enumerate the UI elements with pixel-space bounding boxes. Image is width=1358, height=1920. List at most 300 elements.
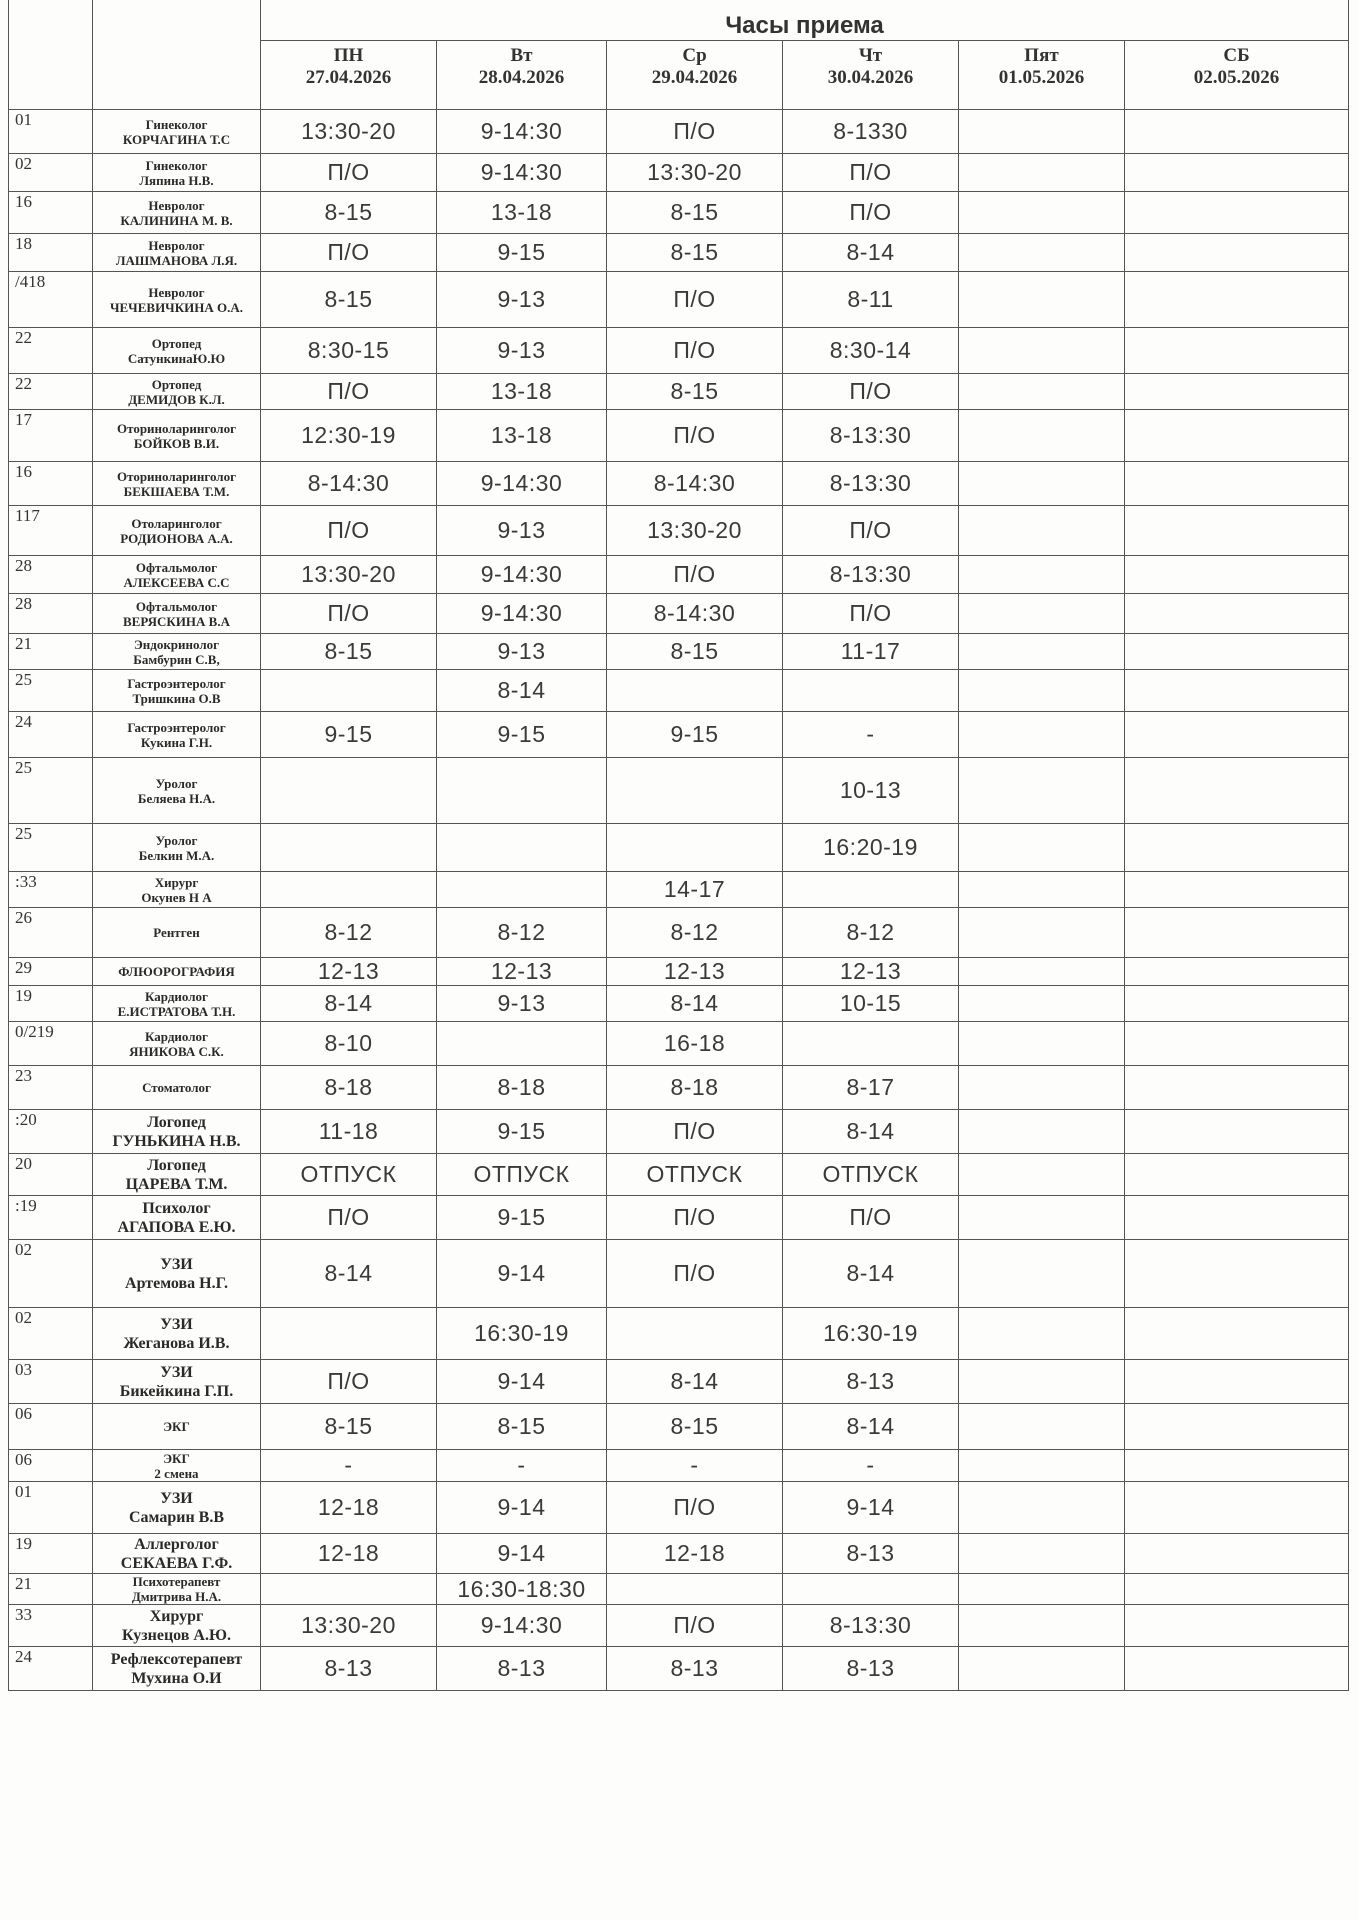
table-row [9, 670, 1349, 712]
hours-tue: 9-14:30 [437, 1605, 607, 1647]
hours-fri [959, 1404, 1125, 1450]
doctor-cell [93, 1360, 261, 1404]
room-number: 25 [9, 824, 93, 872]
hours-thu: - [783, 712, 959, 758]
doctor-name: Жеганова И.В. [123, 1334, 230, 1352]
room-number: 25 [9, 758, 93, 824]
hours-thu: 10-13 [783, 758, 959, 824]
doctor-cell [93, 1450, 261, 1482]
doctor-name: АЛЕКСЕЕВА С.С [123, 574, 230, 590]
table-row [9, 594, 1349, 634]
hours-tue: 9-13 [437, 272, 607, 328]
hours-fri [959, 556, 1125, 594]
hours-fri [959, 824, 1125, 872]
hours-thu [783, 1574, 959, 1605]
day-header [783, 41, 959, 110]
room-number: 24 [9, 1647, 93, 1691]
doctor-cell [93, 1196, 261, 1240]
room-number: :33 [9, 872, 93, 908]
doctor-name: Кукина Г.Н. [140, 734, 213, 750]
hours-wed: - [607, 1450, 783, 1482]
table-row [9, 1482, 1349, 1534]
hours-mon: 8-14:30 [261, 462, 437, 506]
day-date: 27.04.2026 [305, 67, 392, 88]
hours-tue: 8-15 [437, 1404, 607, 1450]
table-row [9, 1022, 1349, 1066]
hours-mon [261, 824, 437, 872]
hours-tue: 9-15 [437, 1196, 607, 1240]
hours-fri [959, 1022, 1125, 1066]
hours-thu: 8-11 [783, 272, 959, 328]
hours-mon: 12-18 [261, 1534, 437, 1574]
room-number: 26 [9, 908, 93, 958]
hours-tue: 12-13 [437, 958, 607, 986]
hours-mon: 8-15 [261, 272, 437, 328]
hours-mon: - [261, 1450, 437, 1482]
day-date: 01.05.2026 [998, 67, 1085, 88]
hours-tue: 9-14:30 [437, 110, 607, 154]
doctor-name: КОРЧАГИНА Т.С [122, 131, 231, 147]
hours-tue: 9-14:30 [437, 154, 607, 192]
doctor-cell [93, 986, 261, 1022]
doctor-cell [93, 1154, 261, 1196]
reception-hours-title: Часы приема [261, 0, 1349, 41]
hours-mon: 13:30-20 [261, 556, 437, 594]
room-number: 16 [9, 192, 93, 234]
hours-sat [1125, 234, 1349, 272]
specialty-label: Оториноларинголог [117, 420, 236, 436]
hours-fri [959, 670, 1125, 712]
doctor-name: ЧЕЧЕВИЧКИНА О.А. [109, 299, 244, 315]
room-number: :20 [9, 1110, 93, 1154]
doctor-name: ЛАШМАНОВА Л.Я. [115, 252, 238, 268]
specialty-label: Уролог [155, 775, 198, 791]
hours-tue: 8-18 [437, 1066, 607, 1110]
hours-thu [783, 670, 959, 712]
room-number: 22 [9, 374, 93, 410]
hours-wed [607, 670, 783, 712]
table-row [9, 1360, 1349, 1404]
hours-mon [261, 670, 437, 712]
hours-mon: 8-13 [261, 1647, 437, 1691]
specialty-label: Аллерголог [134, 1535, 219, 1553]
specialty-label: Ортопед [151, 376, 202, 392]
hours-mon: П/О [261, 1196, 437, 1240]
hours-mon: 13:30-20 [261, 110, 437, 154]
doctor-name: 2 смена [154, 1465, 199, 1481]
doctor-cell [93, 958, 261, 986]
hours-fri [959, 1196, 1125, 1240]
room-number: 29 [9, 958, 93, 986]
day-name: Ср [682, 45, 707, 66]
table-row [9, 374, 1349, 410]
room-number: 28 [9, 556, 93, 594]
doctor-name: БОЙКОВ В.И. [133, 435, 220, 451]
hours-sat [1125, 1534, 1349, 1574]
hours-sat [1125, 872, 1349, 908]
hours-tue: 13-18 [437, 374, 607, 410]
day-name: ПН [333, 45, 364, 66]
table-row [9, 712, 1349, 758]
hours-mon: П/О [261, 594, 437, 634]
hours-thu: - [783, 1450, 959, 1482]
doctor-name: Беляева Н.А. [137, 790, 216, 806]
doctor-cell [93, 1022, 261, 1066]
doctor-name: Мухина О.И [131, 1669, 222, 1687]
hours-thu: 8-13 [783, 1647, 959, 1691]
room-number: 21 [9, 634, 93, 670]
hours-thu: 8-13:30 [783, 410, 959, 462]
specialty-label: Оториноларинголог [117, 468, 236, 484]
specialty-label: Офтальмолог [135, 559, 218, 575]
specialty-label: Кардиолог [145, 1028, 208, 1044]
hours-fri [959, 758, 1125, 824]
hours-tue: 13-18 [437, 410, 607, 462]
hours-thu: 11-17 [783, 634, 959, 670]
day-name: Чт [858, 45, 883, 66]
hours-mon: 12:30-19 [261, 410, 437, 462]
table-row [9, 192, 1349, 234]
hours-tue [437, 824, 607, 872]
hours-thu: 8:30-14 [783, 328, 959, 374]
hours-thu: 8-14 [783, 1110, 959, 1154]
hours-sat [1125, 670, 1349, 712]
hours-fri [959, 1154, 1125, 1196]
table-row [9, 234, 1349, 272]
specialty-label: Гастроэнтеролог [127, 675, 226, 691]
hours-mon: 11-18 [261, 1110, 437, 1154]
hours-mon: 8-14 [261, 1240, 437, 1308]
hours-tue: 16:30-19 [437, 1308, 607, 1360]
hours-thu: 8-13:30 [783, 1605, 959, 1647]
doctor-cell [93, 234, 261, 272]
hours-wed: 16-18 [607, 1022, 783, 1066]
hours-fri [959, 192, 1125, 234]
specialty-label: Кардиолог [145, 988, 208, 1004]
hours-tue: 9-15 [437, 712, 607, 758]
hours-thu: 12-13 [783, 958, 959, 986]
hours-sat [1125, 594, 1349, 634]
doctor-cell [93, 272, 261, 328]
doctor-cell [93, 872, 261, 908]
specialty-label: Гинеколог [145, 157, 208, 173]
hours-mon: 8-14 [261, 986, 437, 1022]
doctor-name: Белкин М.А. [138, 847, 215, 863]
doctor-cell [93, 154, 261, 192]
table-row [9, 328, 1349, 374]
doctor-cell [93, 1240, 261, 1308]
day-name: Пят [1024, 45, 1059, 66]
table-row [9, 1154, 1349, 1196]
hours-fri [959, 1574, 1125, 1605]
doctor-name: ДЕМИДОВ К.Л. [128, 391, 225, 407]
hours-tue [437, 1022, 607, 1066]
hours-fri [959, 374, 1125, 410]
specialty-label: ФЛЮОРОГРАФИЯ [118, 964, 235, 979]
hours-wed: П/О [607, 1240, 783, 1308]
table-row [9, 986, 1349, 1022]
hours-sat [1125, 1605, 1349, 1647]
table-row [9, 958, 1349, 986]
hours-wed: П/О [607, 272, 783, 328]
specialty-label: Рефлексотерапевт [110, 1650, 243, 1668]
specialty-label: УЗИ [160, 1489, 193, 1507]
day-date: 28.04.2026 [478, 67, 565, 88]
table-row [9, 272, 1349, 328]
room-number: 01 [9, 110, 93, 154]
doctor-name: Самарин В.В [128, 1508, 225, 1526]
specialty-label: Психолог [142, 1199, 211, 1217]
table-row [9, 154, 1349, 192]
hours-fri [959, 958, 1125, 986]
hours-sat [1125, 110, 1349, 154]
hours-fri [959, 110, 1125, 154]
specialty-label: Хирург [154, 874, 199, 890]
hours-thu: 10-15 [783, 986, 959, 1022]
specialty-label: Психотерапевт [132, 1574, 221, 1589]
specialty-label: Отоларинголог [131, 515, 222, 531]
doctor-cell [93, 824, 261, 872]
specialty-label: Невролог [148, 197, 205, 213]
specialty-label: Офтальмолог [135, 598, 218, 614]
hours-sat [1125, 634, 1349, 670]
hours-sat [1125, 1482, 1349, 1534]
hours-sat [1125, 908, 1349, 958]
hours-wed: 8-12 [607, 908, 783, 958]
room-number: 22 [9, 328, 93, 374]
room-number: 24 [9, 712, 93, 758]
doctor-name: БЕКШАЕВА Т.М. [123, 483, 230, 499]
hours-sat [1125, 1066, 1349, 1110]
hours-fri [959, 634, 1125, 670]
day-date: 30.04.2026 [827, 67, 914, 88]
hours-sat [1125, 1196, 1349, 1240]
specialty-label: ЭКГ [163, 1450, 190, 1466]
hours-tue: 9-13 [437, 634, 607, 670]
doctor-cell [93, 556, 261, 594]
doctor-name: Окунев Н А [141, 889, 212, 905]
room-number: 16 [9, 462, 93, 506]
table-row [9, 1647, 1349, 1691]
hours-thu: 8-14 [783, 1240, 959, 1308]
hours-mon: П/О [261, 234, 437, 272]
room-number: 20 [9, 1154, 93, 1196]
hours-sat [1125, 1647, 1349, 1691]
hours-sat [1125, 328, 1349, 374]
doctor-cell [93, 462, 261, 506]
room-number: 33 [9, 1605, 93, 1647]
hours-fri [959, 908, 1125, 958]
hours-tue: 9-15 [437, 1110, 607, 1154]
doctor-cell [93, 328, 261, 374]
specialty-label: Невролог [148, 237, 205, 253]
doctor-cell [93, 1534, 261, 1574]
doctor-cell [93, 1308, 261, 1360]
room-number: 06 [9, 1404, 93, 1450]
doctor-name: РОДИОНОВА А.А. [120, 530, 233, 546]
doctor-cell [93, 192, 261, 234]
room-number: 19 [9, 1534, 93, 1574]
hours-mon: П/О [261, 154, 437, 192]
hours-mon [261, 1308, 437, 1360]
table-row [9, 1110, 1349, 1154]
doctor-cell [93, 506, 261, 556]
hours-thu: П/О [783, 154, 959, 192]
hours-wed: ОТПУСК [607, 1154, 783, 1196]
hours-wed: П/О [607, 1605, 783, 1647]
doctor-cell [93, 758, 261, 824]
room-number: 25 [9, 670, 93, 712]
specialty-label: Логопед [147, 1156, 206, 1174]
hours-thu: ОТПУСК [783, 1154, 959, 1196]
hours-fri [959, 1110, 1125, 1154]
hours-sat [1125, 374, 1349, 410]
doctor-header [93, 0, 261, 110]
hours-tue: 9-15 [437, 234, 607, 272]
hours-fri [959, 1360, 1125, 1404]
doctor-cell [93, 1605, 261, 1647]
specialty-label: Невролог [148, 284, 205, 300]
day-header [607, 41, 783, 110]
hours-wed: 8-14:30 [607, 594, 783, 634]
hours-wed: 8-13 [607, 1647, 783, 1691]
room-header [9, 0, 93, 110]
room-number: 19 [9, 986, 93, 1022]
doctor-name: ЯНИКОВА С.К. [129, 1043, 224, 1059]
schedule-body [9, 110, 1349, 1691]
hours-thu: 9-14 [783, 1482, 959, 1534]
hours-sat [1125, 824, 1349, 872]
hours-sat [1125, 1110, 1349, 1154]
doctor-cell [93, 712, 261, 758]
hours-tue: 9-14:30 [437, 556, 607, 594]
hours-mon: 8-15 [261, 634, 437, 670]
hours-mon: 8:30-15 [261, 328, 437, 374]
doctor-cell [93, 1574, 261, 1605]
hours-tue: 9-14 [437, 1360, 607, 1404]
doctor-cell [93, 1647, 261, 1691]
specialty-label: Гинеколог [145, 116, 208, 132]
room-number: 28 [9, 594, 93, 634]
doctor-name: СЕКАЕВА Г.Ф. [120, 1554, 233, 1572]
room-number: :19 [9, 1196, 93, 1240]
hours-wed: 8-15 [607, 192, 783, 234]
hours-wed: 8-15 [607, 634, 783, 670]
hours-fri [959, 1534, 1125, 1574]
room-number: 03 [9, 1360, 93, 1404]
doctor-name: Бамбурин С.В, [133, 651, 220, 667]
hours-fri [959, 234, 1125, 272]
hours-sat [1125, 712, 1349, 758]
doctor-name: Е.ИСТРАТОВА Т.Н. [117, 1003, 236, 1019]
hours-tue: - [437, 1450, 607, 1482]
hours-tue: ОТПУСК [437, 1154, 607, 1196]
doctor-name: ВЕРЯСКИНА В.А [122, 613, 230, 629]
hours-tue: 9-14:30 [437, 462, 607, 506]
hours-fri [959, 1482, 1125, 1534]
day-date: 29.04.2026 [651, 67, 738, 88]
table-row [9, 908, 1349, 958]
specialty-label: УЗИ [160, 1363, 193, 1381]
hours-wed: 8-14:30 [607, 462, 783, 506]
hours-mon: П/О [261, 1360, 437, 1404]
hours-fri [959, 154, 1125, 192]
table-row [9, 872, 1349, 908]
hours-thu: 8-1330 [783, 110, 959, 154]
hours-mon: П/О [261, 506, 437, 556]
hours-thu: П/О [783, 506, 959, 556]
hours-fri [959, 1647, 1125, 1691]
hours-wed: П/О [607, 1196, 783, 1240]
hours-thu: 8-17 [783, 1066, 959, 1110]
hours-wed: 8-18 [607, 1066, 783, 1110]
hours-wed [607, 1308, 783, 1360]
hours-fri [959, 1066, 1125, 1110]
hours-sat [1125, 556, 1349, 594]
room-number: 21 [9, 1574, 93, 1605]
hours-tue: 8-13 [437, 1647, 607, 1691]
day-header [261, 41, 437, 110]
table-row [9, 1404, 1349, 1450]
hours-fri [959, 1240, 1125, 1308]
doctor-name: Дмитрива Н.А. [131, 1589, 222, 1604]
doctor-cell [93, 1110, 261, 1154]
room-number: 02 [9, 154, 93, 192]
hours-tue: 13-18 [437, 192, 607, 234]
doctor-cell [93, 1404, 261, 1450]
hours-thu: 8-13 [783, 1534, 959, 1574]
hours-fri [959, 712, 1125, 758]
hours-tue: 8-12 [437, 908, 607, 958]
table-row [9, 1196, 1349, 1240]
hours-thu: 8-13 [783, 1360, 959, 1404]
hours-sat [1125, 758, 1349, 824]
hours-tue: 8-14 [437, 670, 607, 712]
day-name: СБ [1223, 45, 1250, 66]
hours-wed: 8-14 [607, 1360, 783, 1404]
table-row [9, 110, 1349, 154]
hours-fri [959, 986, 1125, 1022]
hours-sat [1125, 506, 1349, 556]
hours-fri [959, 462, 1125, 506]
table-row [9, 1574, 1349, 1605]
hours-mon: ОТПУСК [261, 1154, 437, 1196]
doctor-name: СатункинаЮ.Ю [127, 350, 226, 366]
hours-thu: П/О [783, 192, 959, 234]
room-number: 06 [9, 1450, 93, 1482]
doctor-cell [93, 374, 261, 410]
room-number: 02 [9, 1240, 93, 1308]
hours-wed: 13:30-20 [607, 506, 783, 556]
hours-thu: П/О [783, 374, 959, 410]
specialty-label: Логопед [147, 1113, 206, 1131]
hours-sat [1125, 958, 1349, 986]
hours-fri [959, 1308, 1125, 1360]
hours-tue: 9-13 [437, 328, 607, 374]
day-name: Вт [510, 45, 533, 66]
table-row [9, 1308, 1349, 1360]
hours-mon: 8-18 [261, 1066, 437, 1110]
hours-fri [959, 1450, 1125, 1482]
doctor-name: Артемова Н.Г. [125, 1274, 228, 1292]
hours-wed: 8-15 [607, 234, 783, 272]
specialty-label: Рентген [153, 925, 200, 940]
hours-sat [1125, 1450, 1349, 1482]
hours-thu [783, 1022, 959, 1066]
specialty-label: Эндокринолог [133, 636, 220, 652]
hours-tue: 9-14 [437, 1482, 607, 1534]
doctor-name: Тришкина О.В [132, 690, 221, 706]
